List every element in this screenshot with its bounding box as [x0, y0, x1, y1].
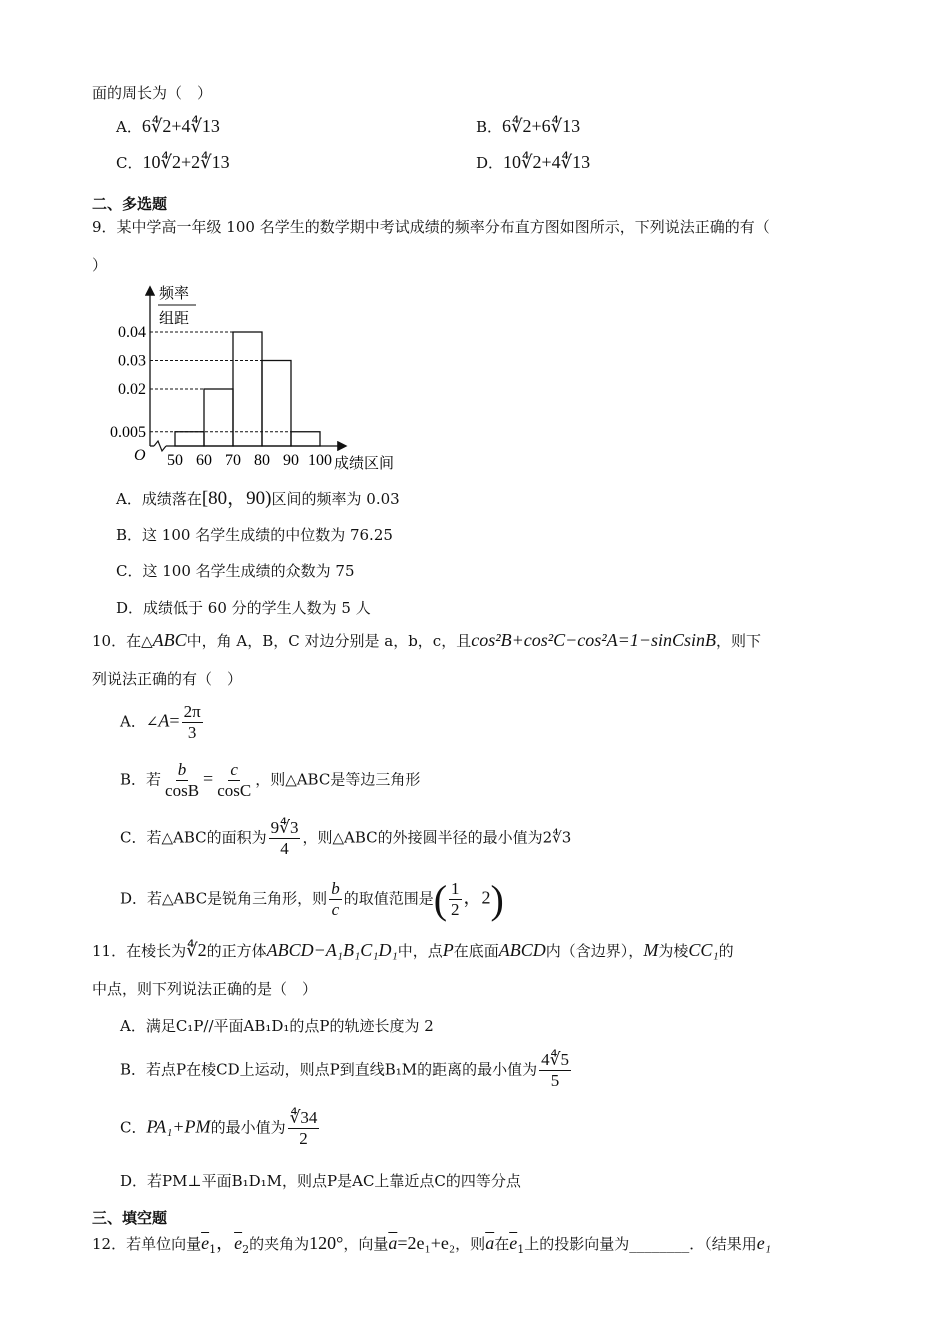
q8-option-a-expr: 6∜2+4∜13	[141, 116, 220, 136]
q12-stem: 12．若单位向量$\overline{e}_1$，$\overline{e}_2$的夹角为120°，向量$\overline{a}=2e_1+e_2$，则$\overline{a}$在$\overline{e}_1$上的投影向量为________．（结果用e₁	[92, 1233, 771, 1256]
q9-option-b: B．这 100 名学生成绩的中位数为 76.25	[116, 526, 393, 544]
histogram-chart	[100, 278, 420, 478]
histogram-bar	[175, 432, 204, 446]
q11-option-a: A．满足C₁P//平面AB₁D₁的点P的轨迹长度为 2	[120, 1017, 434, 1035]
y-axis-label-top: 频率	[159, 284, 190, 302]
q11-option-c: C．PA₁+PM的最小值为 $\frac{∜34}{2}$	[120, 1108, 318, 1148]
histogram-bar	[291, 432, 320, 446]
y-tick-label: 0.02	[118, 381, 146, 398]
x-tick-label: 60	[196, 452, 212, 469]
x-axis-label: 成绩区间	[334, 454, 395, 472]
q10-option-a-fraction: $\frac{2\pi}{3}$	[183, 702, 201, 742]
origin-label: O	[134, 447, 146, 464]
q8-option-d: D．10∜2+4∜13	[476, 152, 591, 172]
q10-stem: 10．在△ABC中，角 A，B，C 对边分别是 a，b，c，且cos²B+cos²C−cos²A=1−sinCsinB，则下	[92, 630, 762, 650]
x-tick-label: 80	[254, 452, 270, 469]
q9-option-a: A．成绩落在[80，90)区间的频率为 0.03	[116, 488, 400, 509]
y-tick-label: 0.005	[110, 423, 146, 441]
q8-option-d-expr: 10∜2+4∜13	[503, 152, 591, 172]
q8-option-b: B．6∜2+6∜13	[476, 116, 581, 136]
x-tick-label: 100	[308, 452, 332, 469]
q10-option-c: C．若△ABC的面积为 $\frac{9∜3}{4}$ ，则△ABC的外接圆半径的最小值为2∜3	[120, 818, 572, 858]
q9-stem: 9．某中学高一年级 100 名学生的数学期中考试成绩的频率分布直方图如图所示，下列说法正确的有（	[92, 218, 770, 236]
histogram-bar	[204, 389, 233, 446]
q10-option-b: B．若 $\frac{b}{\cos B}$ = $\frac{c}{\cos C}$ ，则△ABC是等边三角形	[120, 760, 421, 800]
y-tick-label: 0.04	[118, 324, 146, 341]
q11-stem: 11．在棱长为∜2的正方体ABCD−A₁B₁C₁D₁中，点P在底面ABCD内（含边界），M为棱CC₁的	[92, 940, 734, 960]
y-axis-label-bottom: 组距	[159, 309, 190, 327]
q8-option-c: C．10∜2+2∜13	[116, 152, 230, 172]
x-tick-label: 50	[167, 452, 183, 469]
q10-condition-formula: cos²B+cos²C−cos²A=1−sinCsinB	[471, 630, 716, 650]
section-heading-multi-choice: 二、多选题	[92, 195, 168, 213]
histogram-bar	[262, 361, 291, 447]
q8-tail: 面的周长为（ ）	[92, 84, 213, 102]
q9-option-d: D．成绩低于 60 分的学生人数为 5 人	[116, 599, 371, 617]
q9-option-c: C．这 100 名学生成绩的众数为 75	[116, 562, 355, 580]
axis-break-mark	[154, 441, 166, 451]
q11-option-b: B．若点P在棱CD上运动，则点P到直线B₁M的距离的最小值为 $\frac{4∜5}{5}$	[120, 1050, 569, 1090]
y-tick-label: 0.03	[118, 352, 146, 370]
vector-e1: $\overline{e}$	[201, 1233, 210, 1253]
q8-option-c-expr: 10∜2+2∜13	[142, 152, 230, 172]
q11-stem-line2: 中点，则下列说法正确的是（ ）	[92, 980, 318, 998]
vector-e2: $\overline{e}$	[234, 1233, 243, 1253]
x-tick-label: 70	[225, 452, 241, 469]
x-tick-label: 90	[283, 452, 299, 469]
q10-option-a: A．∠A= $\frac{2\pi}{3}$	[120, 702, 201, 742]
q9-stem-end: ）	[92, 256, 108, 274]
q9-option-a-interval: [80，90)	[201, 488, 272, 509]
q8-option-a: A．6∜2+4∜13	[116, 116, 220, 136]
section-heading-fill-in: 三、填空题	[92, 1209, 168, 1227]
q10-option-d: D．若△ABC是锐角三角形，则 $\frac{b}{c}$ 的取值范围是( $\frac{1}{2}$ ，2)	[120, 877, 504, 922]
histogram-bar	[233, 332, 262, 446]
q11-option-d: D．若PM⊥平面B₁D₁M，则点P是AC上靠近点C的四等分点	[120, 1172, 521, 1190]
q8-option-b-expr: 6∜2+6∜13	[502, 116, 581, 136]
q10-stem-line2: 列说法正确的有（ ）	[92, 670, 243, 688]
